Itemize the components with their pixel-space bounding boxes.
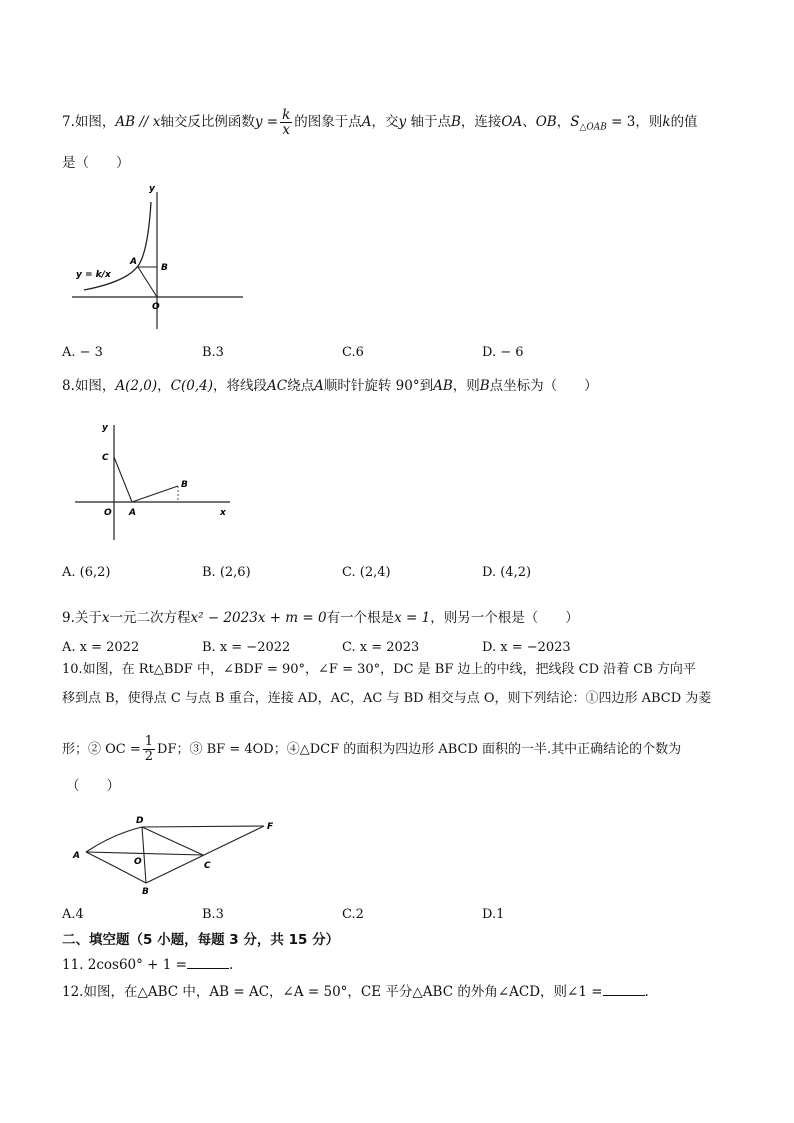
q10-line3-a: 形；② OC = [62, 742, 141, 757]
q11-text: 11. 2cos60° + 1 = [62, 957, 187, 973]
q9-option-a: A. x = 2022 [62, 640, 140, 655]
q9-text-b: x [101, 610, 110, 626]
q7-label-y: y [149, 184, 155, 194]
q10-fraction [143, 735, 155, 764]
q7-text-m: 、 [522, 114, 536, 130]
q8-text-j: AB [433, 378, 453, 394]
q7-text-n: OB [535, 114, 557, 130]
q7-curve-label: y = k/x [76, 270, 111, 280]
q12-line [62, 983, 649, 1001]
q8-text-g: 绕点 [287, 378, 315, 394]
q11-answer-blank[interactable] [187, 956, 229, 969]
q9-line1 [62, 609, 579, 627]
q7-segment-oa [138, 267, 157, 297]
q10-line1: 10.如图，在 Rt△BDF 中，∠BDF = 90°，∠F = 30°，DC 是 BF 边上的中线，把线段 CD 沿着 CB 方向平 [62, 662, 696, 677]
q9-text-a: 9.关于 [62, 610, 102, 626]
q12-answer-blank[interactable] [603, 983, 645, 996]
q10-line2: 移到点 B，使得点 C 与点 B 重合，连接 AD，AC，AC 与 BD 相交与点 O，则下列结论：①四边形 ABCD 为菱 [62, 691, 712, 706]
q7-figure [66, 182, 248, 332]
q7-text-q: = 3，则 [606, 114, 663, 130]
q10-segment-ad [86, 827, 142, 852]
q7-frac-den: x [282, 122, 290, 138]
q7-line1 [62, 108, 698, 137]
q10-option-b: B.3 [202, 907, 224, 922]
q11-line [62, 956, 233, 974]
q8-segment-ac [114, 457, 132, 502]
q10-segment-dc [142, 827, 203, 855]
q7-option-d: D. − 6 [482, 345, 524, 360]
section-heading: 二、填空题（5 小题，每题 3 分，共 15 分） [62, 932, 340, 948]
q10-label-d: D [136, 816, 144, 826]
q7-text-h: y [398, 114, 407, 130]
q12-text: 12.如图，在△ABC 中，AB = AC，∠A = 50°，CE 平分△ABC 的外角∠ACD，则∠1 = [62, 984, 603, 1000]
q7-text-e: 的图象于点 [294, 114, 362, 130]
q7-text-r: k [662, 114, 671, 130]
q8-text-k: ，则 [452, 378, 480, 394]
q8-option-a: A. (6,2) [62, 565, 111, 580]
q10-option-d: D.1 [482, 907, 505, 922]
q10-figure [68, 812, 283, 897]
q10-label-o: O [134, 857, 142, 867]
q7-text-j: B [450, 114, 461, 130]
q10-label-f: F [267, 822, 274, 832]
q8-option-c: C. (2,4) [342, 565, 391, 580]
q7-text-k: ，连接 [460, 114, 502, 130]
q7-text-s: 的值 [670, 114, 698, 130]
q10-frac-den: 2 [144, 749, 154, 764]
q10-line3-b: DF；③ BF = 4OD；④△DCF 的面积为四边形 ABCD 面积的一半.其中正确结论的个数为 [157, 742, 682, 757]
q7-text-b: AB // x [115, 114, 161, 130]
q9-text-c: 一元二次方程 [109, 610, 191, 626]
q7-formula-y: y = [254, 114, 279, 130]
q8-text-m: 点坐标为（ ） [489, 378, 598, 394]
q7-text-i: 轴于点 [406, 114, 451, 130]
q8-label-x: x [220, 508, 226, 518]
q9-option-c: C. x = 2023 [342, 640, 420, 655]
q8-text-a: 8.如图， [62, 378, 116, 394]
q8-text-c: ， [157, 378, 171, 394]
q7-label-b: B [161, 263, 168, 273]
q8-line1 [62, 377, 598, 395]
q8-segment-ab [132, 486, 178, 502]
q8-option-b: B. (2,6) [202, 565, 251, 580]
q9-equation: x² − 2023x + m = 0 [190, 610, 327, 626]
q11-end: . [228, 957, 234, 973]
q8-point-c: C(0,4) [170, 378, 213, 394]
q10-option-c: C.2 [342, 907, 364, 922]
q9-text-g: ，则另一个根是（ ） [430, 610, 579, 626]
q9-option-b: B. x = −2022 [202, 640, 291, 655]
q9-root: x = 1 [394, 610, 431, 626]
q12-end: . [644, 984, 649, 1000]
q7-fraction [280, 108, 292, 137]
q7-option-a: A. − 3 [62, 345, 103, 360]
q8-text-l: B [479, 378, 490, 394]
q8-label-c: C [102, 453, 109, 463]
q7-label-a: A [130, 257, 137, 267]
q7-area-sub: △OAB [579, 122, 607, 133]
q7-text-f: A [361, 114, 372, 130]
q8-point-a: A(2,0) [115, 378, 158, 394]
q7-text-a: 7.如图， [62, 114, 116, 130]
q8-text-h: A [314, 378, 324, 394]
q8-label-y: y [102, 423, 108, 433]
q10-option-a: A.4 [62, 907, 84, 922]
q7-text-c: 轴交反比例函数 [160, 114, 255, 130]
q7-line2: 是（ ） [62, 155, 130, 171]
q8-label-b: B [181, 480, 188, 490]
q8-text-e: ，将线段 [213, 378, 267, 394]
q7-option-c: C.6 [342, 345, 364, 360]
q10-segment-bd [142, 827, 146, 883]
q10-line4: （ ） [66, 778, 120, 794]
q10-label-a: A [73, 851, 80, 861]
q8-option-d: D. (4,2) [482, 565, 532, 580]
q10-frac-num: 1 [144, 734, 154, 749]
q7-label-o: O [152, 302, 160, 312]
q10-label-b: B [142, 887, 149, 897]
q7-text-g: ，交 [371, 114, 399, 130]
q8-text-i: 顺时针旋转 90°到 [323, 378, 434, 394]
q10-label-c: C [204, 861, 211, 871]
q8-figure [70, 420, 235, 545]
q8-label-o: O [104, 508, 112, 518]
q7-option-b: B.3 [202, 345, 224, 360]
q10-line3 [62, 735, 681, 764]
q9-option-d: D. x = −2023 [482, 640, 571, 655]
q7-area-s: S [570, 114, 580, 130]
q7-frac-num: k [282, 107, 291, 123]
q8-text-f: AC [267, 378, 288, 394]
q8-label-a: A [129, 508, 136, 518]
q7-text-o: ， [556, 114, 571, 130]
q10-segment-df [142, 826, 264, 827]
q9-text-e: 有一个根是 [326, 610, 395, 626]
q7-text-l: OA [501, 114, 523, 130]
